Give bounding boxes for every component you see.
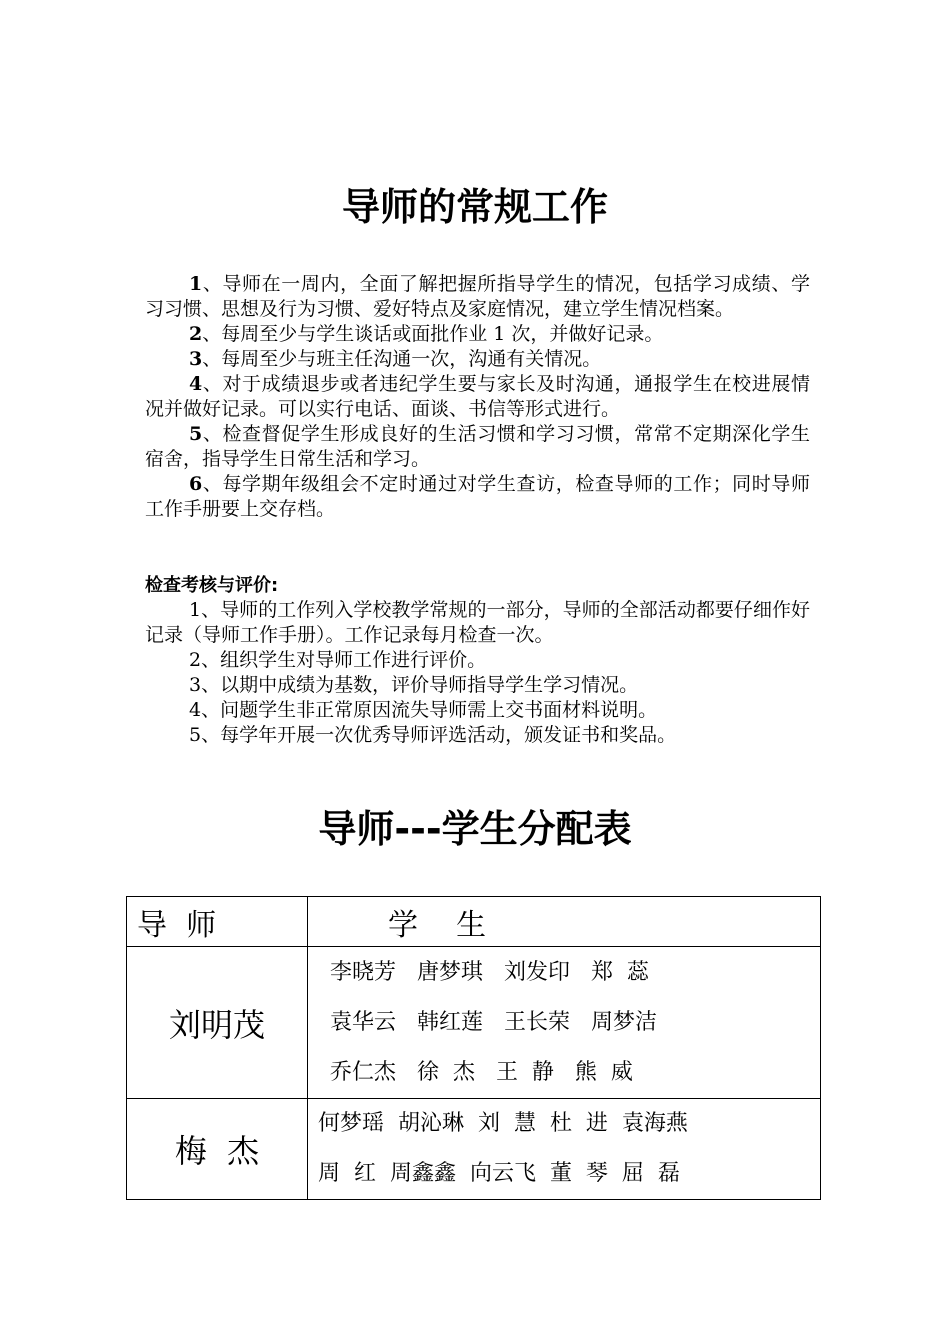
- header-students: [308, 897, 821, 947]
- duty-text: 、每周至少与学生谈话或面批作业 1 次，并做好记录。: [202, 323, 664, 345]
- evaluation-section: [145, 573, 810, 748]
- duty-text: 、导师在一周内，全面了解把握所指导学生的情况，包括学习成绩、学习习惯、思想及行为习惯、爱好特点及家庭情况，建立学生情况档案。: [145, 273, 810, 320]
- duty-number: 1: [189, 273, 203, 295]
- duties-section: [145, 272, 810, 522]
- students-cell: [308, 1099, 821, 1200]
- mentor-cell: [127, 947, 308, 1099]
- duty-item-6: [145, 472, 810, 522]
- evaluation-item-5: 5、每学年开展一次优秀导师评选活动，颁发证书和奖品。: [189, 724, 677, 746]
- duty-text: 、对于成绩退步或者违纪学生要与家长及时沟通，通报学生在校进展情况并做好记录。可以实行电话、面谈、书信等形式进行。: [145, 373, 810, 420]
- duty-number: 2: [189, 323, 203, 345]
- header-students-label: 学 生: [388, 907, 487, 943]
- duty-number: 5: [189, 423, 203, 445]
- assignment-table: [126, 896, 821, 1200]
- duty-item-1: [145, 272, 810, 322]
- duty-number: 3: [189, 348, 203, 370]
- students-cell: [308, 947, 821, 1099]
- table-row: [127, 947, 821, 1099]
- mentor-cell: [127, 1099, 308, 1200]
- duty-item-2: [145, 322, 810, 347]
- duty-item-3: [145, 347, 810, 372]
- mentor-name: 梅 杰: [174, 1132, 260, 1170]
- student-line: 李晓芳 唐梦琪 刘发印 郑 蕊: [330, 959, 649, 985]
- student-line: 袁华云 韩红莲 王长荣 周梦洁: [330, 1009, 657, 1035]
- duty-text: 、每周至少与班主任沟通一次，沟通有关情况。: [202, 348, 602, 370]
- mentor-name: 刘明茂: [168, 1005, 265, 1044]
- table-row: [127, 1099, 821, 1200]
- evaluation-item-1: 1、导师的工作列入学校教学常规的一部分，导师的全部活动都要仔细作好记录（导师工作手册）。工作记录每月检查一次。: [145, 599, 810, 646]
- student-line: 周 红 周鑫鑫 向云飞 董 琴 屈 磊: [318, 1161, 680, 1186]
- duty-number: 6: [189, 473, 203, 495]
- page-title: 导师的常规工作: [341, 185, 608, 229]
- duty-item-5: [145, 422, 810, 472]
- student-line: 乔仁杰 徐 杰 王 静 熊 威: [330, 1059, 633, 1085]
- duty-text: 、检查督促学生形成良好的生活习惯和学习习惯，常常不定期深化学生宿舍，指导学生日常生活和学习。: [145, 423, 810, 470]
- header-mentor: [127, 897, 308, 947]
- duty-text: 、每学期年级组会不定时通过对学生查访，检查导师的工作；同时导师工作手册要上交存档。: [145, 473, 810, 520]
- duty-item-4: [145, 372, 810, 422]
- evaluation-item-3: 3、以期中成绩为基数，评价导师指导学生学习情况。: [189, 674, 639, 696]
- evaluation-item-2: 2、组织学生对导师工作进行评价。: [189, 649, 487, 671]
- duty-number: 4: [189, 373, 203, 395]
- table-header-row: [127, 897, 821, 947]
- evaluation-item-4: 4、问题学生非正常原因流失导师需上交书面材料说明。: [189, 699, 658, 721]
- student-line: 何梦瑶 胡沁琳 刘 慧 杜 进 袁海燕: [318, 1111, 688, 1136]
- header-mentor-label: 导 师: [137, 907, 217, 943]
- table-title: 导师---学生分配表: [318, 807, 632, 851]
- evaluation-heading: 检查考核与评价:: [145, 575, 279, 596]
